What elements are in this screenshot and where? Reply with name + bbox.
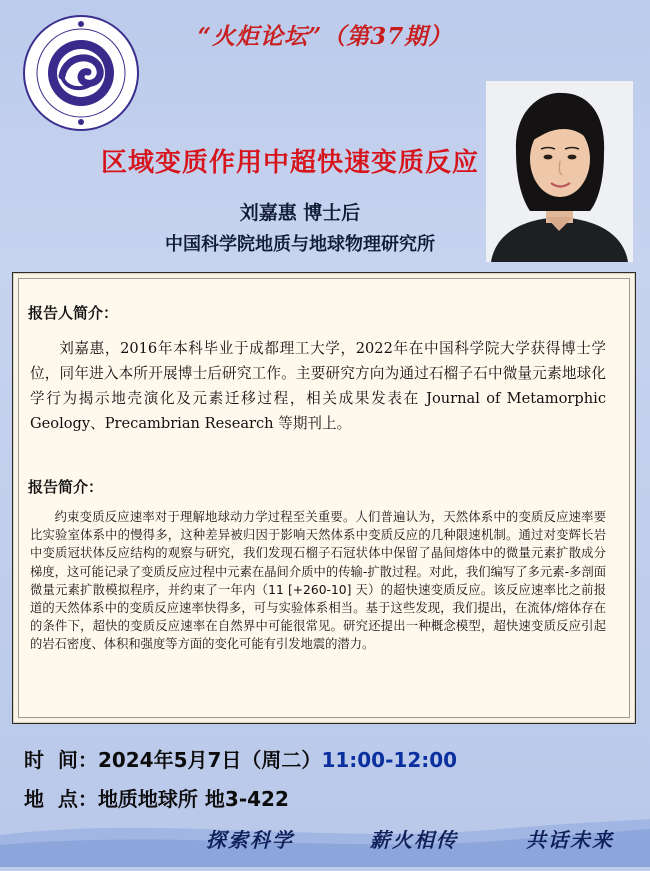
- time-label: 时 间：: [24, 748, 98, 772]
- slogan-2: 薪火相传: [370, 828, 458, 852]
- slogan-3: 共话未来: [526, 828, 614, 852]
- talk-title: 区域变质作用中超快速变质反应: [100, 148, 479, 178]
- time-date: 2024年5月7日（周二）: [97, 748, 322, 772]
- speaker-name: 刘嘉惠 博士后: [239, 202, 361, 224]
- abstract-heading: 报告简介：: [28, 478, 104, 496]
- speaker-affiliation: 中国科学院地质与地球物理研究所: [165, 234, 435, 255]
- forum-series-title: “火炬论坛”（第37期）: [197, 23, 453, 50]
- place-label: 地 点：: [24, 787, 98, 811]
- slogan-1: 探索科学: [206, 828, 294, 852]
- place-value: 地质地球所 地3-422: [97, 787, 289, 811]
- abstract-text: 约束变质反应速率对于理解地球动力学过程至关重要。人们普遍认为，天然体系中的变质反应速率要比实验室体系中的慢得多，这种差异被归因于影响天然体系中变质反应的几种限速机制。通过对变辉长岩中变质冠状体反应结构的观察与研究，我们发现石榴子石冠状体中保留了晶间熔体中的微量元素扩散成分梯度，这可能记录了变质反应过程中元素在晶间介质中的传输-扩散过程。对此，我们编写了多元素-多剖面微量元素扩散模拟程序，并约束了一年内（11 [+260-10] 天）的超快速变质反应。该反应速率比之前报道的天然体系中的变质反应速率快得多，可与实验体系相当。基于这些发现，我们提出，在流体/熔体存在的条件下，超快的变质反应速率在自然界中可能很常见。研究还提出一种概念模型，超快速变质反应引起的岩石密度、体积和强度等方面的变化可能有引发地震的潜力。: [30, 510, 606, 652]
- bio-text: 刘嘉惠，2016年本科毕业于成都理工大学，2022年在中国科学院大学获得博士学位，同年进入本所开展博士后研究工作。主要研究方向为通过石榴子石中微量元素地球化学行为揭示地壳演化及元素迁移过程，相关成果发表在 Journal of Metamorphic Geology、Precambrian Research 等期刊上。: [30, 340, 606, 432]
- place-row: [24, 783, 289, 812]
- institute-logo-icon: [22, 14, 140, 132]
- bio-heading: 报告人简介：: [28, 304, 119, 322]
- slogan-bar: [0, 824, 650, 858]
- time-row: [24, 744, 457, 773]
- time-hours: 11:00-12:00: [321, 748, 458, 772]
